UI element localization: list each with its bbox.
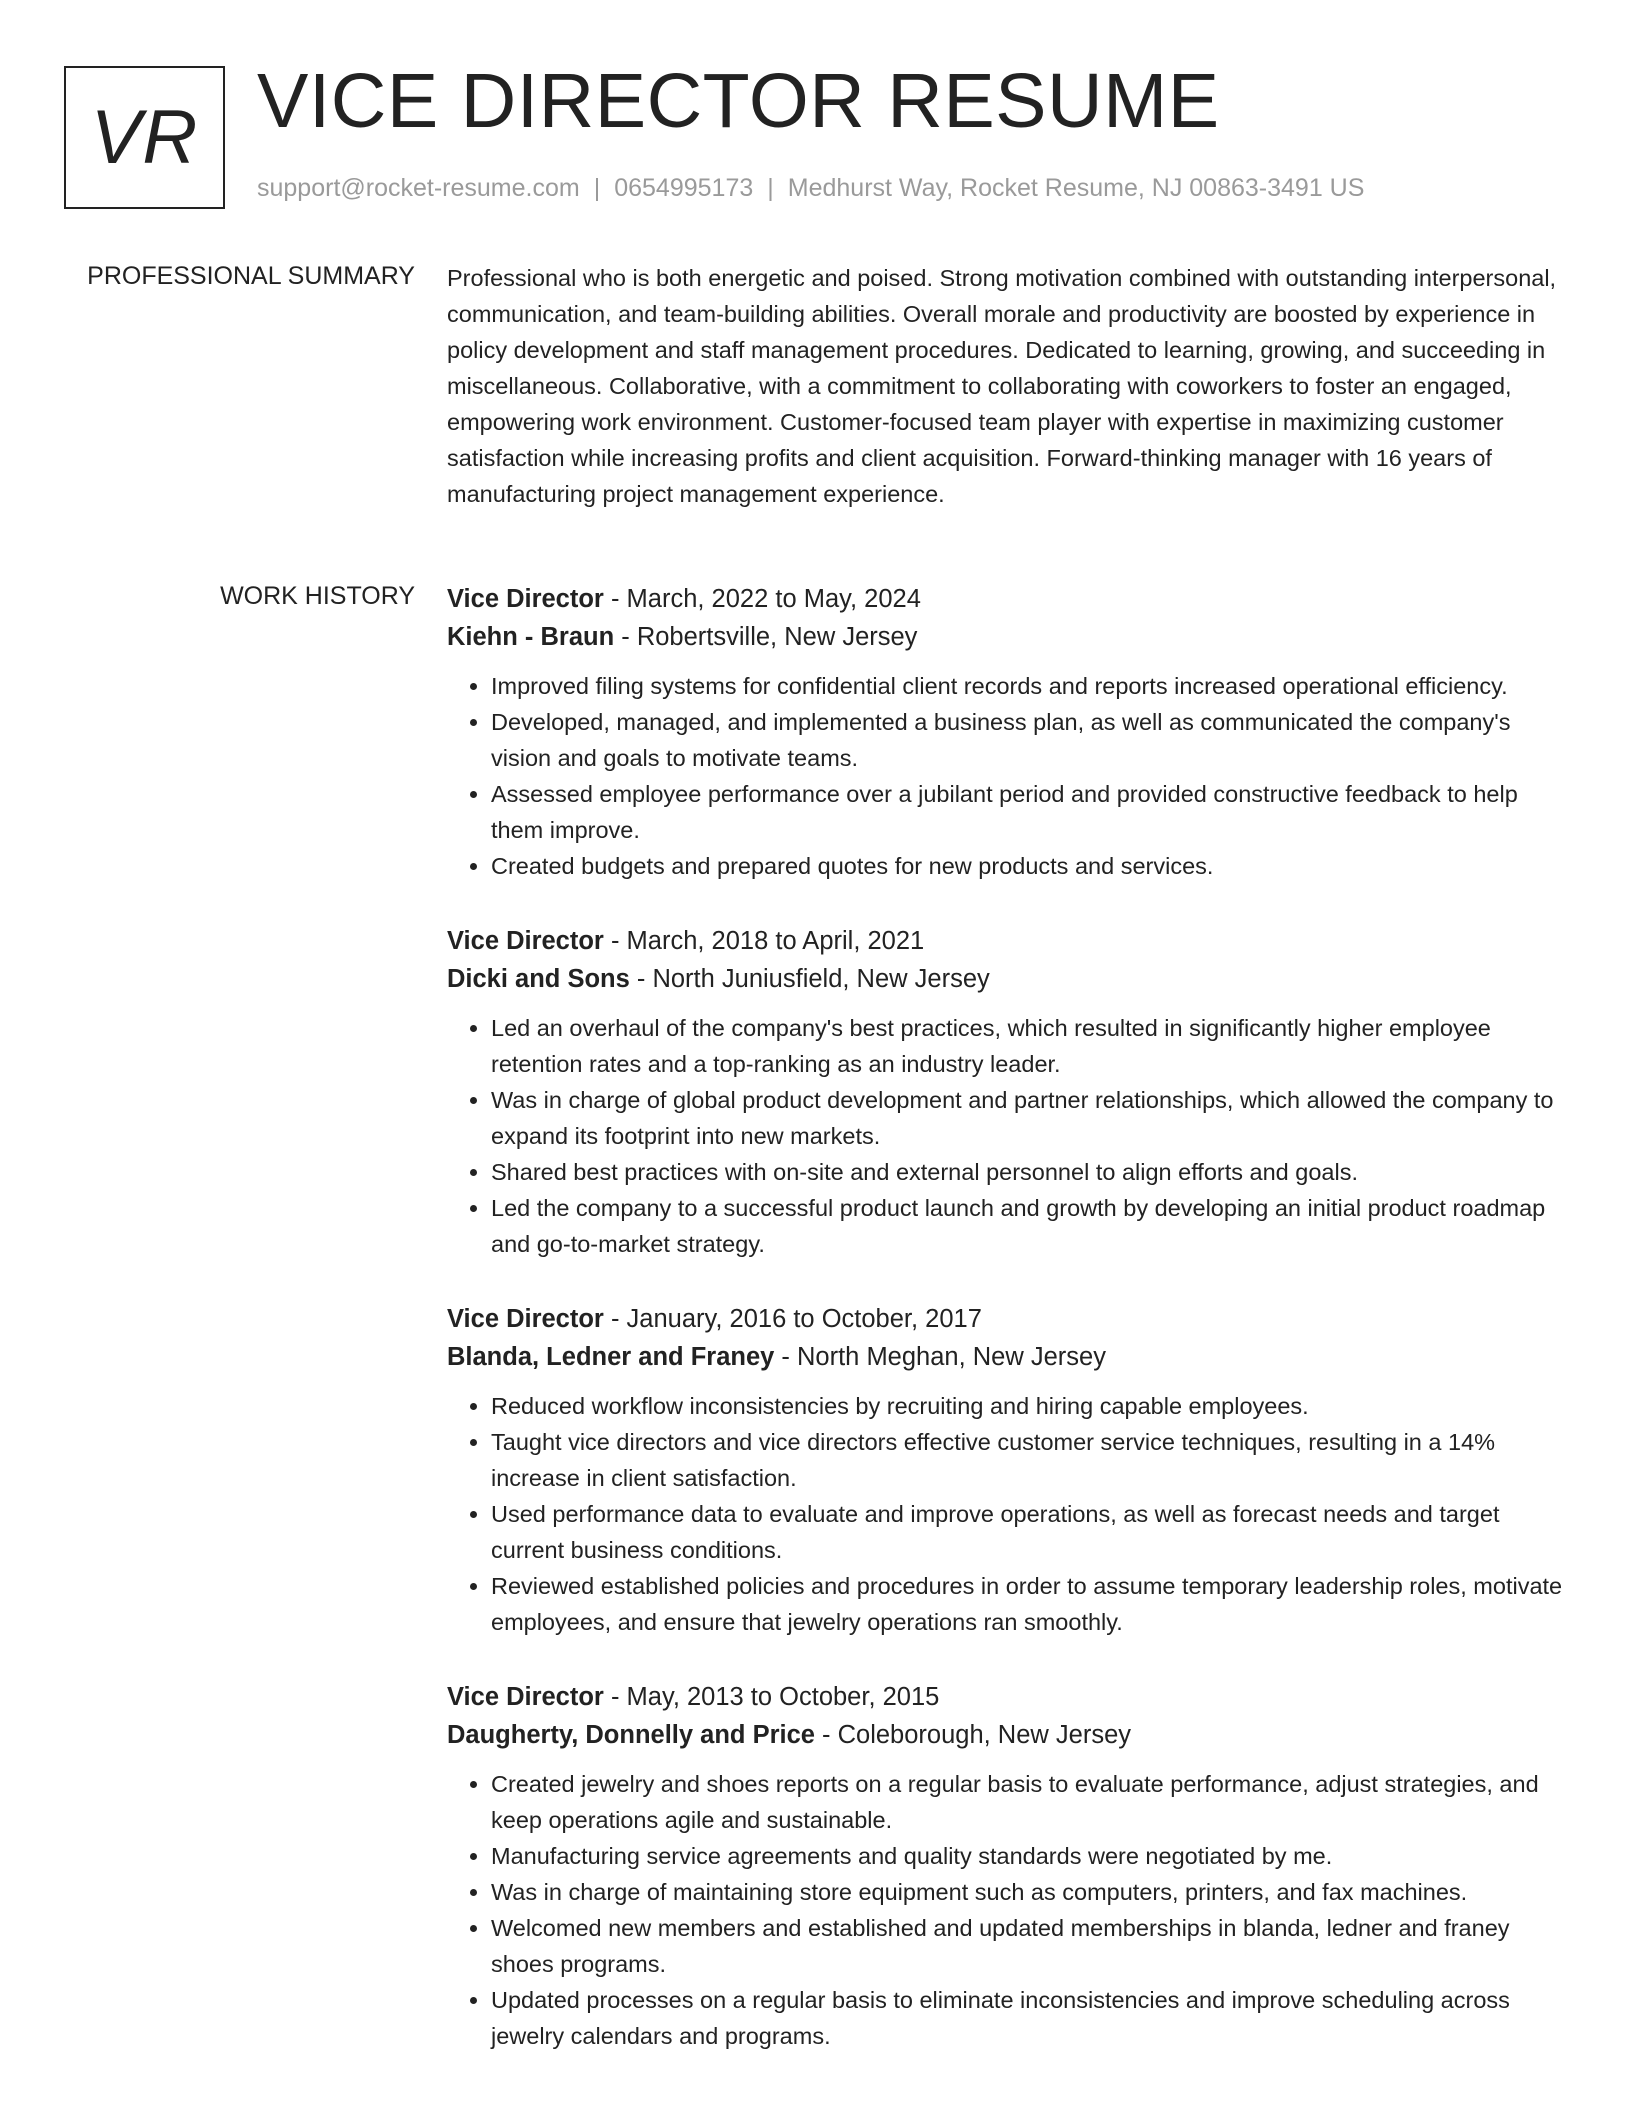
resume-title: VICE DIRECTOR RESUME [257, 58, 1220, 144]
job-bullet: • Created jewelry and shoes reports on a regular basis to evaluate performance, adjust strategies, and keep operations agile and sustainable. [491, 1766, 1565, 1838]
contact-phone: 0654995173 [614, 174, 754, 202]
job-title-line [447, 1300, 1565, 1338]
job-bullet: • Was in charge of global product development and partner relationships, which allowed the company to expand its footprint into new markets. [491, 1082, 1565, 1154]
job-dates: - January, 2016 to October, 2017 [603, 1305, 982, 1333]
job-title: Vice Director [447, 927, 604, 955]
job-bullets [447, 1766, 1565, 2054]
job-bullet: • Led an overhaul of the company's best practices, which resulted in significantly higher employee retention rates and a top-ranking as an industry leader. [491, 1010, 1565, 1082]
job-bullets [447, 1388, 1565, 1640]
job-location: - Coleborough, New Jersey [814, 1721, 1132, 1749]
job-company: Dicki and Sons [447, 965, 630, 993]
job-company: Daugherty, Donnelly and Price [447, 1721, 815, 1749]
job-title: Vice Director [447, 585, 604, 613]
job-dates: - March, 2022 to May, 2024 [603, 585, 921, 613]
job-bullet: • Improved filing systems for confidential client records and reports increased operational efficiency. [491, 668, 1565, 704]
job-dates: - March, 2018 to April, 2021 [603, 927, 925, 955]
job-bullet: • Taught vice directors and vice directors effective customer service techniques, resulting in a 14% increase in client satisfaction. [491, 1424, 1565, 1496]
section-label-summary: PROFESSIONAL SUMMARY [87, 262, 415, 290]
job-bullet: • Developed, managed, and implemented a business plan, as well as communicated the company's vision and goals to motivate teams. [491, 704, 1565, 776]
job-dates: - May, 2013 to October, 2015 [603, 1683, 940, 1711]
job-location: - North Meghan, New Jersey [774, 1343, 1106, 1371]
monogram-logo: VR [64, 66, 225, 209]
job-bullet: • Updated processes on a regular basis to eliminate inconsistencies and improve scheduling across jewelry calendars and programs. [491, 1982, 1565, 2054]
job-title-line [447, 580, 1565, 618]
contact-address: Medhurst Way, Rocket Resume, NJ 00863-3491 US [787, 174, 1365, 202]
job-entry [447, 1678, 1565, 2054]
job-bullet: • Welcomed new members and established and updated memberships in blanda, ledner and franey shoes programs. [491, 1910, 1565, 1982]
summary-text: Professional who is both energetic and poised. Strong motivation combined with outstanding interpersonal, communication, and team-building abilities. Overall morale and productivity are boosted by experience in policy development and staff management procedures. Dedicated to learning, growing, and succeeding in miscellaneous. Collaborative, with a commitment to collaborating with coworkers to foster an engaged, empowering work environment. Customer-focused team player with expertise in maximizing customer satisfaction while increasing profits and client acquisition. Forward-thinking manager with 16 years of manufacturing project management experience. [447, 265, 1557, 507]
contact-separator: | [593, 174, 601, 202]
job-bullet: • Created budgets and prepared quotes for new products and services. [491, 848, 1565, 884]
work-history-list [447, 580, 1565, 2092]
job-bullet: • Shared best practices with on-site and external personnel to align efforts and goals. [491, 1154, 1565, 1190]
job-location: - North Juniusfield, New Jersey [629, 965, 990, 993]
job-company-line [447, 618, 1565, 656]
job-company-line [447, 1716, 1565, 1754]
job-bullet: • Assessed employee performance over a jubilant period and provided constructive feedback to help them improve. [491, 776, 1565, 848]
job-title: Vice Director [447, 1305, 604, 1333]
contact-email: support@rocket-resume.com [257, 174, 580, 202]
job-bullet: • Led the company to a successful product launch and growth by developing an initial product roadmap and go-to-market strategy. [491, 1190, 1565, 1262]
job-location: - Robertsville, New Jersey [614, 623, 918, 651]
job-company-line [447, 1338, 1565, 1376]
job-entry [447, 580, 1565, 884]
job-entry [447, 1300, 1565, 1640]
section-label-work-history: WORK HISTORY [220, 582, 415, 610]
job-bullet: • Reviewed established policies and procedures in order to assume temporary leadership roles, motivate employees, and ensure that jewelry operations ran smoothly. [491, 1568, 1565, 1640]
job-bullet: • Reduced workflow inconsistencies by recruiting and hiring capable employees. [491, 1388, 1565, 1424]
job-company-line [447, 960, 1565, 998]
contact-line [257, 174, 1364, 203]
job-bullet: • Manufacturing service agreements and quality standards were negotiated by me. [491, 1838, 1565, 1874]
job-title-line [447, 1678, 1565, 1716]
job-title: Vice Director [447, 1683, 604, 1711]
job-bullet: • Used performance data to evaluate and improve operations, as well as forecast needs and target current business conditions. [491, 1496, 1565, 1568]
job-company: Blanda, Ledner and Franey [447, 1343, 775, 1371]
job-company: Kiehn - Braun [447, 623, 615, 651]
job-title-line [447, 922, 1565, 960]
job-entry [447, 922, 1565, 1262]
job-bullets [447, 1010, 1565, 1262]
job-bullets [447, 668, 1565, 884]
contact-separator: | [767, 174, 774, 202]
job-bullet: • Was in charge of maintaining store equipment such as computers, printers, and fax machines. [491, 1874, 1565, 1910]
